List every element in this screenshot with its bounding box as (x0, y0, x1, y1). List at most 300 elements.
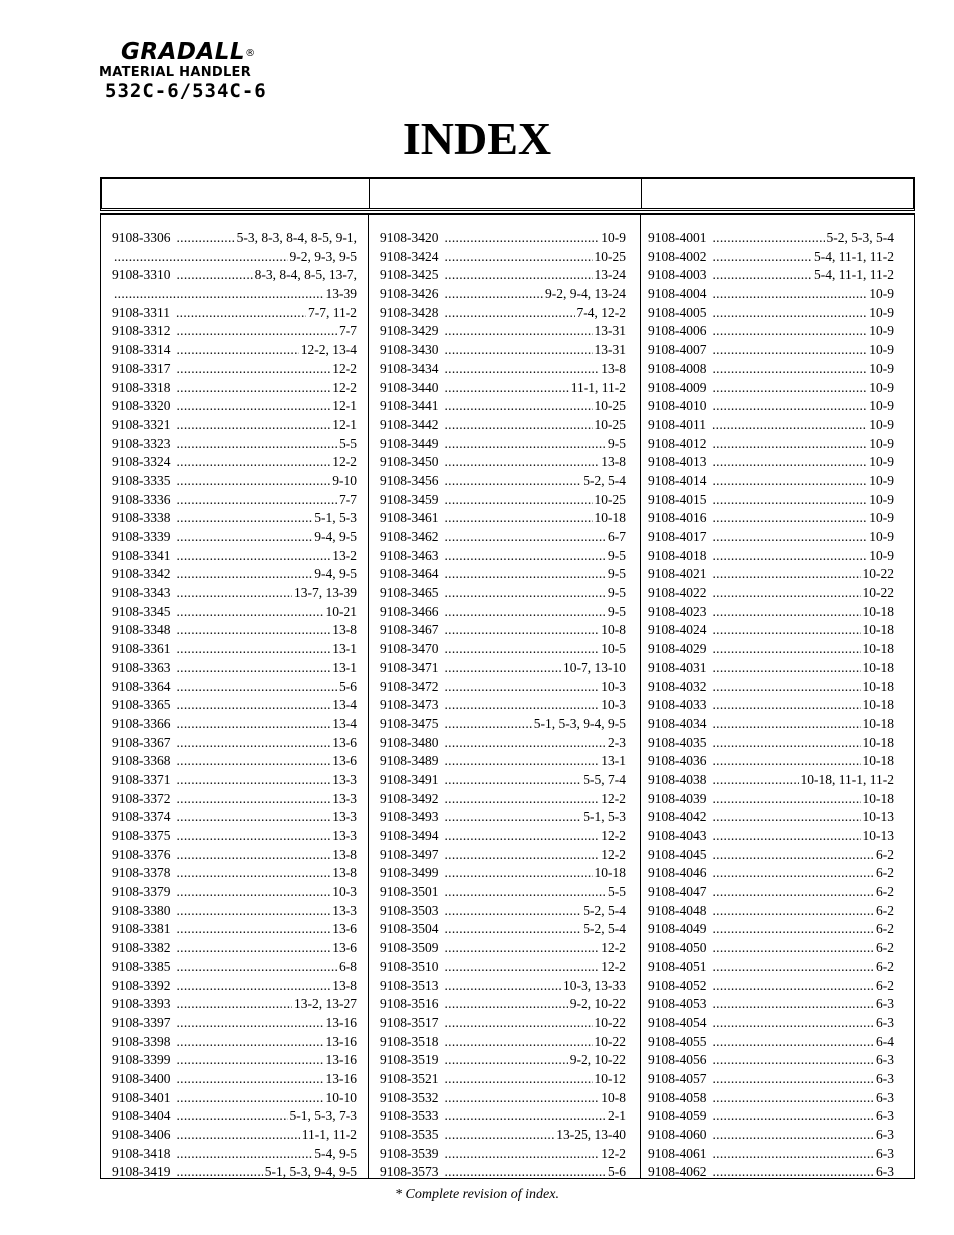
page-references: 10-18 (862, 603, 894, 619)
part-number: 9108-3348 (112, 622, 171, 638)
index-entry (648, 808, 894, 827)
index-entry (112, 565, 357, 584)
index-entry (112, 528, 357, 547)
part-number: 9108-3466 (380, 603, 439, 619)
page-references: 10-9 (869, 510, 894, 526)
page-references: 13-4 (332, 697, 357, 713)
dot-leader (713, 266, 813, 285)
page-references: 13-3 (332, 902, 357, 918)
dot-leader (445, 1126, 555, 1145)
index-entry (380, 640, 626, 659)
index-entry (112, 341, 357, 360)
page-references: 13-8 (601, 360, 626, 376)
page-references: 2-1 (608, 1108, 626, 1124)
page-references: 13-6 (332, 753, 357, 769)
part-number: 9108-4057 (648, 1070, 707, 1086)
index-entry (380, 752, 626, 771)
dot-leader (445, 360, 600, 379)
dot-leader (713, 379, 868, 398)
index-entry (648, 285, 894, 304)
dot-leader (177, 640, 331, 659)
index-entry (380, 808, 626, 827)
dot-leader (445, 1107, 607, 1126)
part-number: 9108-3335 (112, 472, 171, 488)
page-references: 13-8 (601, 454, 626, 470)
part-number: 9108-3470 (380, 641, 439, 657)
part-number: 9108-3491 (380, 771, 439, 787)
dot-leader (713, 995, 875, 1014)
dot-leader (445, 808, 582, 827)
part-number: 9108-3450 (380, 454, 439, 470)
index-entry (648, 734, 894, 753)
index-entry (380, 509, 626, 528)
page-references: 6-3 (876, 1145, 894, 1161)
index-entry (380, 790, 626, 809)
part-number: 9108-3493 (380, 809, 439, 825)
index-entry (648, 771, 894, 790)
index-entry (648, 659, 894, 678)
part-number: 9108-3573 (380, 1164, 439, 1180)
dot-leader (445, 958, 600, 977)
index-entry (380, 547, 626, 566)
index-entry (648, 790, 894, 809)
part-number: 9108-3361 (112, 641, 171, 657)
index-entry (648, 453, 894, 472)
page-title: INDEX (402, 113, 552, 164)
page-references: 6-2 (876, 958, 894, 974)
part-number: 9108-3338 (112, 510, 171, 526)
index-entry (380, 827, 626, 846)
dot-leader (713, 491, 868, 510)
page-references: 5-1, 5-3 (583, 809, 626, 825)
part-number: 9108-3382 (112, 940, 171, 956)
dot-leader (445, 491, 593, 510)
header-divider (369, 179, 370, 208)
index-entry (380, 584, 626, 603)
page-references: 10-9 (869, 454, 894, 470)
page-references: 9-2, 9-3, 9-5 (289, 248, 357, 264)
part-number: 9108-3378 (112, 865, 171, 881)
dot-leader (176, 304, 306, 323)
page-references: 13-39 (325, 286, 357, 302)
index-entry (648, 621, 894, 640)
dot-leader (114, 285, 324, 304)
part-number: 9108-3429 (380, 323, 439, 339)
dot-leader (445, 715, 532, 734)
dot-leader (445, 472, 582, 491)
index-entry (648, 528, 894, 547)
page-references: 13-8 (332, 622, 357, 638)
dot-leader (445, 640, 600, 659)
page-references: 9-5 (608, 603, 626, 619)
page-references: 9-2, 10-22 (569, 1052, 626, 1068)
part-number: 9108-4049 (648, 921, 707, 937)
part-number: 9108-3441 (380, 398, 439, 414)
page-references: 10-9 (869, 398, 894, 414)
dot-leader (177, 883, 331, 902)
part-number: 9108-4055 (648, 1033, 707, 1049)
part-number: 9108-4058 (648, 1089, 707, 1105)
page-references: 13-3 (332, 771, 357, 787)
part-number: 9108-4053 (648, 996, 707, 1012)
dot-leader (713, 248, 813, 267)
gradall-logo (99, 40, 299, 101)
page-references: 13-3 (332, 809, 357, 825)
index-entry (648, 715, 894, 734)
page-references: 13-8 (332, 846, 357, 862)
part-number: 9108-4018 (648, 547, 707, 563)
index-entry (648, 1014, 894, 1033)
dot-leader (177, 1014, 324, 1033)
index-entry (112, 846, 357, 865)
index-entry (112, 285, 357, 304)
part-number: 9108-3312 (112, 323, 171, 339)
dot-leader (445, 341, 593, 360)
index-entry (648, 1051, 894, 1070)
page-references: 5-3, 8-3, 8-4, 8-5, 9-1, (236, 230, 357, 245)
page-references: 12-2, 13-4 (300, 342, 357, 358)
index-entry (112, 958, 357, 977)
part-number: 9108-3475 (380, 715, 439, 731)
part-number: 9108-4011 (648, 416, 706, 432)
page-references: 10-22 (862, 566, 894, 582)
part-number: 9108-3400 (112, 1070, 171, 1086)
dot-leader (177, 864, 331, 883)
index-entry (380, 977, 626, 996)
dot-leader (713, 1163, 875, 1182)
page-references: 11-1, 11-2 (570, 379, 626, 395)
page-references: 10-18 (862, 678, 894, 694)
page-references: 10-8 (601, 1089, 626, 1105)
part-number: 9108-4010 (648, 398, 707, 414)
footnote: * Complete revision of index. (395, 1187, 559, 1202)
part-number: 9108-3399 (112, 1052, 171, 1068)
dot-leader (445, 864, 593, 883)
part-number: 9108-3494 (380, 828, 439, 843)
index-entry (380, 453, 626, 472)
dot-leader (713, 958, 875, 977)
dot-leader (713, 1107, 875, 1126)
dot-leader (445, 528, 607, 547)
dot-leader (177, 547, 331, 566)
dot-leader (713, 360, 868, 379)
page-references: 6-7 (608, 529, 626, 544)
dot-leader (445, 752, 600, 771)
page-references: 12-2 (332, 379, 357, 395)
dot-leader (177, 621, 331, 640)
part-number: 9108-4024 (648, 622, 707, 638)
index-entry (112, 808, 357, 827)
dot-leader (445, 621, 600, 640)
page-references: 10-9 (869, 472, 894, 488)
index-entry (112, 1126, 357, 1145)
index-column-1 (112, 229, 357, 1182)
part-number: 9108-4061 (648, 1145, 707, 1161)
index-entry (380, 397, 626, 416)
index-entry (648, 1126, 894, 1145)
page-references: 13-25, 13-40 (556, 1127, 626, 1142)
index-entry (112, 771, 357, 790)
dot-leader (713, 603, 861, 622)
part-number: 9108-3533 (380, 1108, 439, 1124)
index-entry (648, 920, 894, 939)
part-number: 9108-4021 (648, 566, 707, 582)
part-number: 9108-3462 (380, 529, 439, 544)
index-entry (648, 248, 894, 267)
dot-leader (177, 435, 338, 454)
page-references: 6-2 (876, 977, 894, 993)
part-number: 9108-3419 (112, 1164, 171, 1180)
part-number: 9108-4012 (648, 435, 707, 451)
dot-leader (445, 565, 607, 584)
part-number: 9108-3519 (380, 1052, 439, 1068)
part-number: 9108-3513 (380, 977, 439, 993)
page-references: 6-3 (876, 1070, 894, 1086)
part-number: 9108-3306 (112, 230, 171, 245)
page-references: 10-18 (862, 641, 894, 657)
dot-leader (445, 1033, 593, 1052)
index-entry (380, 1070, 626, 1089)
page-references: 9-4, 9-5 (314, 566, 357, 582)
part-number: 9108-4062 (648, 1164, 707, 1180)
dot-leader (177, 977, 331, 996)
page-references: 10-12 (594, 1070, 626, 1086)
page-references: 6-3 (876, 996, 894, 1012)
page-references: 7-7 (339, 323, 357, 339)
index-entry (380, 902, 626, 921)
dot-leader (177, 659, 331, 678)
index-entry (380, 715, 626, 734)
index-entry (380, 864, 626, 883)
part-number: 9108-3401 (112, 1089, 171, 1105)
page-references: 12-1 (332, 398, 357, 414)
part-number: 9108-4008 (648, 360, 707, 376)
page-references: 13-16 (325, 1052, 357, 1068)
page-references: 10-18 (594, 865, 626, 881)
dot-leader (177, 939, 331, 958)
dot-leader (177, 416, 331, 435)
page-references: 13-1 (332, 659, 357, 675)
index-entry (380, 304, 626, 323)
page-references: 6-2 (876, 902, 894, 918)
dot-leader (713, 715, 861, 734)
dot-leader (445, 678, 600, 697)
index-entry (380, 248, 626, 267)
index-entry (648, 229, 894, 248)
index-entry (380, 341, 626, 360)
part-number: 9108-4015 (648, 491, 707, 507)
index-entry (380, 416, 626, 435)
page-references: 10-9 (869, 416, 894, 432)
index-entry (648, 752, 894, 771)
dot-leader (445, 696, 600, 715)
index-entry (112, 304, 357, 323)
dot-leader (445, 304, 575, 323)
column-divider (368, 215, 369, 1178)
index-entry (112, 640, 357, 659)
index-entry (380, 1089, 626, 1108)
page-references: 9-5 (608, 566, 626, 582)
dot-leader (445, 416, 593, 435)
page-references: 9-5 (608, 435, 626, 451)
page-references: 12-2 (601, 790, 626, 806)
page-references: 9-5 (608, 547, 626, 563)
index-entry (112, 902, 357, 921)
part-number: 9108-4005 (648, 304, 707, 320)
index-entry (380, 435, 626, 454)
page-references: 10-3, 13-33 (563, 977, 626, 993)
page-references: 12-1 (332, 416, 357, 432)
page-references: 5-4, 11-1, 11-2 (814, 267, 894, 283)
page-references: 6-2 (876, 865, 894, 881)
page-references: 10-7, 13-10 (563, 659, 626, 675)
logo-brand: GRADALL® (121, 39, 256, 65)
dot-leader (713, 565, 861, 584)
page-references: 6-4 (876, 1033, 894, 1049)
dot-leader (445, 453, 600, 472)
dot-leader (445, 584, 607, 603)
dot-leader (177, 771, 331, 790)
dot-leader (713, 397, 868, 416)
index-entry (648, 341, 894, 360)
index-entry (380, 1033, 626, 1052)
part-number: 9108-4017 (648, 529, 707, 544)
index-entry (112, 435, 357, 454)
part-number: 9108-3385 (112, 958, 171, 974)
index-entry (380, 528, 626, 547)
page-references: 13-31 (594, 323, 626, 339)
index-entry (648, 958, 894, 977)
part-number: 9108-4051 (648, 958, 707, 974)
page-references: 10-25 (594, 491, 626, 507)
index-entry (648, 1163, 894, 1182)
page-references: 10-13 (862, 809, 894, 825)
part-number: 9108-3467 (380, 622, 439, 638)
dot-leader (713, 808, 861, 827)
page-references: 13-31 (594, 342, 626, 358)
index-entry (112, 379, 357, 398)
page-references: 5-2, 5-3, 5-4 (826, 230, 894, 245)
dot-leader (445, 1163, 607, 1182)
page-references: 12-2 (601, 828, 626, 843)
index-entry (112, 827, 357, 846)
index-entry (380, 995, 626, 1014)
index-entry (112, 248, 357, 267)
page-references: 5-2, 5-4 (583, 902, 626, 918)
index-entry (380, 1051, 626, 1070)
dot-leader (445, 902, 582, 921)
part-number: 9108-4043 (648, 828, 707, 843)
part-number: 9108-3440 (380, 379, 439, 395)
dot-leader (177, 266, 253, 285)
page-references: 13-7, 13-39 (294, 585, 357, 601)
dot-leader (177, 1070, 324, 1089)
index-entry (112, 472, 357, 491)
index-entry (648, 416, 894, 435)
dot-leader (713, 752, 861, 771)
part-number: 9108-3503 (380, 902, 439, 918)
dot-leader (445, 771, 582, 790)
index-entry (648, 584, 894, 603)
index-entry (380, 696, 626, 715)
page-references: 10-25 (594, 398, 626, 414)
page-references: 12-2 (332, 360, 357, 376)
page-references: 5-1, 5-3, 7-3 (289, 1108, 357, 1124)
part-number: 9108-3368 (112, 753, 171, 769)
dot-leader (713, 1089, 875, 1108)
part-number: 9108-3320 (112, 398, 171, 414)
index-entry (112, 1051, 357, 1070)
page-references: 5-6 (608, 1164, 626, 1180)
part-number: 9108-4056 (648, 1052, 707, 1068)
part-number: 9108-3430 (380, 342, 439, 358)
part-number: 9108-3418 (112, 1145, 171, 1161)
page-references: 6-2 (876, 940, 894, 956)
logo-subtitle: MATERIAL HANDLER (99, 65, 252, 80)
dot-leader (177, 1163, 263, 1182)
part-number: 9108-3343 (112, 585, 171, 601)
index-entry (112, 1014, 357, 1033)
index-entry (380, 920, 626, 939)
page-references: 10-22 (594, 1014, 626, 1030)
page-references: 7-7, 11-2 (308, 304, 357, 320)
index-entry (380, 621, 626, 640)
page-references: 5-2, 5-4 (583, 921, 626, 937)
page-references: 5-4, 11-1, 11-2 (814, 248, 894, 264)
part-number: 9108-3420 (380, 230, 439, 245)
dot-leader (177, 846, 331, 865)
index-entry (380, 939, 626, 958)
dot-leader (177, 696, 331, 715)
page-references: 10-9 (869, 304, 894, 320)
part-number: 9108-3397 (112, 1014, 171, 1030)
part-number: 9108-3365 (112, 697, 171, 713)
index-entry (112, 621, 357, 640)
dot-leader (445, 846, 600, 865)
part-number: 9108-3426 (380, 286, 439, 302)
part-number: 9108-3318 (112, 379, 171, 395)
page-references: 10-18 (862, 734, 894, 750)
part-number: 9108-3342 (112, 566, 171, 582)
page-references: 5-2, 5-4 (583, 472, 626, 488)
part-number: 9108-3449 (380, 435, 439, 451)
index-entry (112, 547, 357, 566)
dot-leader (445, 509, 593, 528)
part-number: 9108-3442 (380, 416, 439, 432)
index-entry (112, 1089, 357, 1108)
dot-leader (445, 827, 600, 846)
index-entry (380, 379, 626, 398)
index-entry (112, 977, 357, 996)
index-entry (648, 435, 894, 454)
part-number: 9108-3311 (112, 304, 170, 320)
dot-leader (177, 584, 293, 603)
index-entry (380, 266, 626, 285)
page-references: 10-18 (862, 659, 894, 675)
dot-leader (713, 678, 861, 697)
dot-leader (177, 958, 338, 977)
dot-leader (445, 285, 544, 304)
part-number: 9108-3375 (112, 828, 171, 843)
index-entry (648, 603, 894, 622)
page-references: 5-1, 5-3, 9-4, 9-5 (264, 1164, 357, 1180)
part-number: 9108-4047 (648, 884, 707, 900)
part-number: 9108-3434 (380, 360, 439, 376)
part-number: 9108-3314 (112, 342, 171, 358)
dot-leader (713, 696, 861, 715)
index-entry (648, 1107, 894, 1126)
part-number: 9108-3489 (380, 753, 439, 769)
